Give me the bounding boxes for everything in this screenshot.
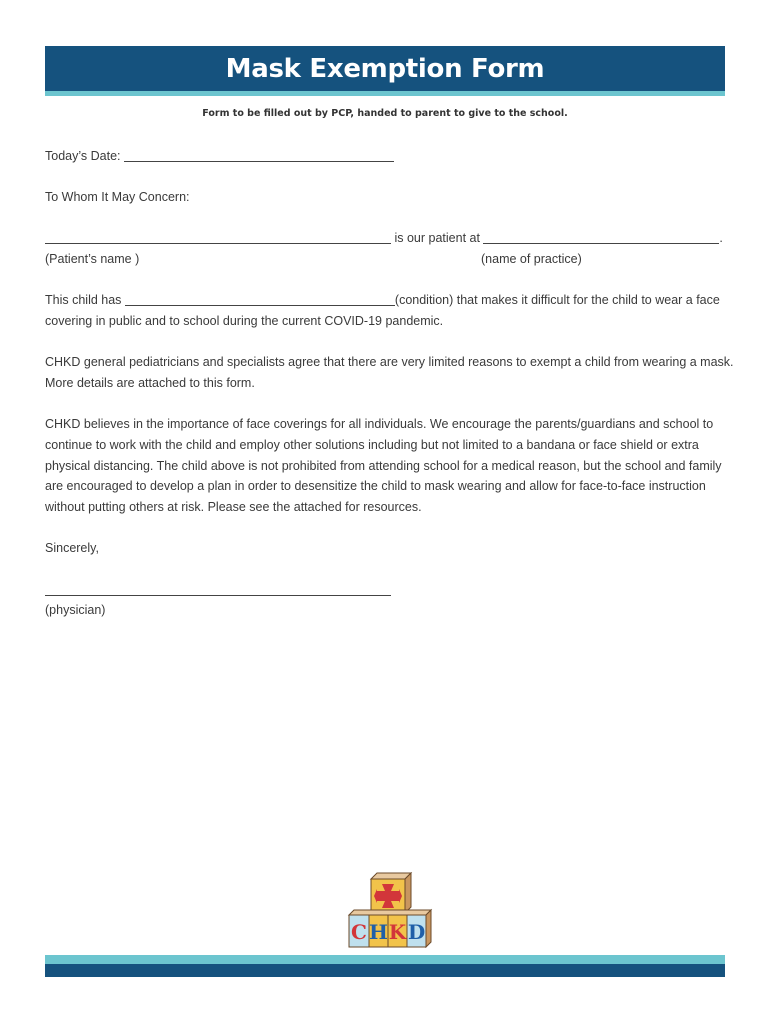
footer-band [45, 964, 725, 977]
practice-caption: (name of practice) [481, 252, 582, 266]
exemption-paragraph: CHKD general pediatricians and specialists agree that there are very limited reasons to exempt a child from wearing a mask. More details are attached to this form. [45, 355, 734, 390]
top-block [371, 873, 411, 913]
salutation: To Whom It May Concern: [45, 190, 190, 204]
patient-middle-text: is our patient at [391, 231, 484, 245]
practice-name-field[interactable] [483, 231, 719, 244]
physician-signature-field[interactable] [45, 583, 391, 596]
date-field[interactable] [124, 149, 394, 162]
logo-letter-h: H [369, 920, 388, 944]
logo-letter-k: K [388, 920, 407, 944]
bottom-blocks [349, 910, 431, 947]
signature-row [45, 580, 391, 601]
patient-name-field[interactable] [45, 231, 391, 244]
logo-letter-d: D [407, 920, 426, 944]
date-row [45, 146, 394, 167]
closing: Sincerely, [45, 541, 99, 555]
chkd-blocks-logo [345, 872, 437, 948]
physician-caption: (physician) [45, 603, 106, 617]
logo-letter-c: C [351, 920, 367, 944]
condition-lead-text: This child has [45, 293, 125, 307]
condition-row [45, 290, 720, 311]
condition-field[interactable] [125, 293, 395, 306]
face-coverings-paragraph: CHKD believes in the importance of face coverings for all individuals. We encourage the parents/guardians and school to continue to work with the child and employ other solutions including but not limited to a bandana or face shield or extra physical distancing. The child above is not prohibited from attending school for a medical reason, but the school and family are encouraged to develop a plan in order to desensitize the child to mask wearing and allow for face-to-face instruction without putting others at risk. Please see the attached for resources. [45, 417, 722, 515]
condition-line2: covering in public and to school during the current COVID-19 pandemic. [45, 314, 444, 328]
condition-tail-text: (condition) that makes it difficult for the child to wear a face [394, 293, 720, 307]
patient-end-text: . [719, 231, 723, 245]
footer-accent-stripe [45, 955, 725, 964]
header-accent-stripe [45, 91, 725, 96]
page-title: Mask Exemption Form [225, 54, 545, 84]
date-label: Today’s Date: [45, 149, 121, 163]
patient-name-caption: (Patient’s name ) [45, 252, 140, 266]
form-instructions: Form to be filled out by PCP, handed to parent to give to the school. [202, 108, 568, 119]
patient-row [45, 228, 723, 249]
